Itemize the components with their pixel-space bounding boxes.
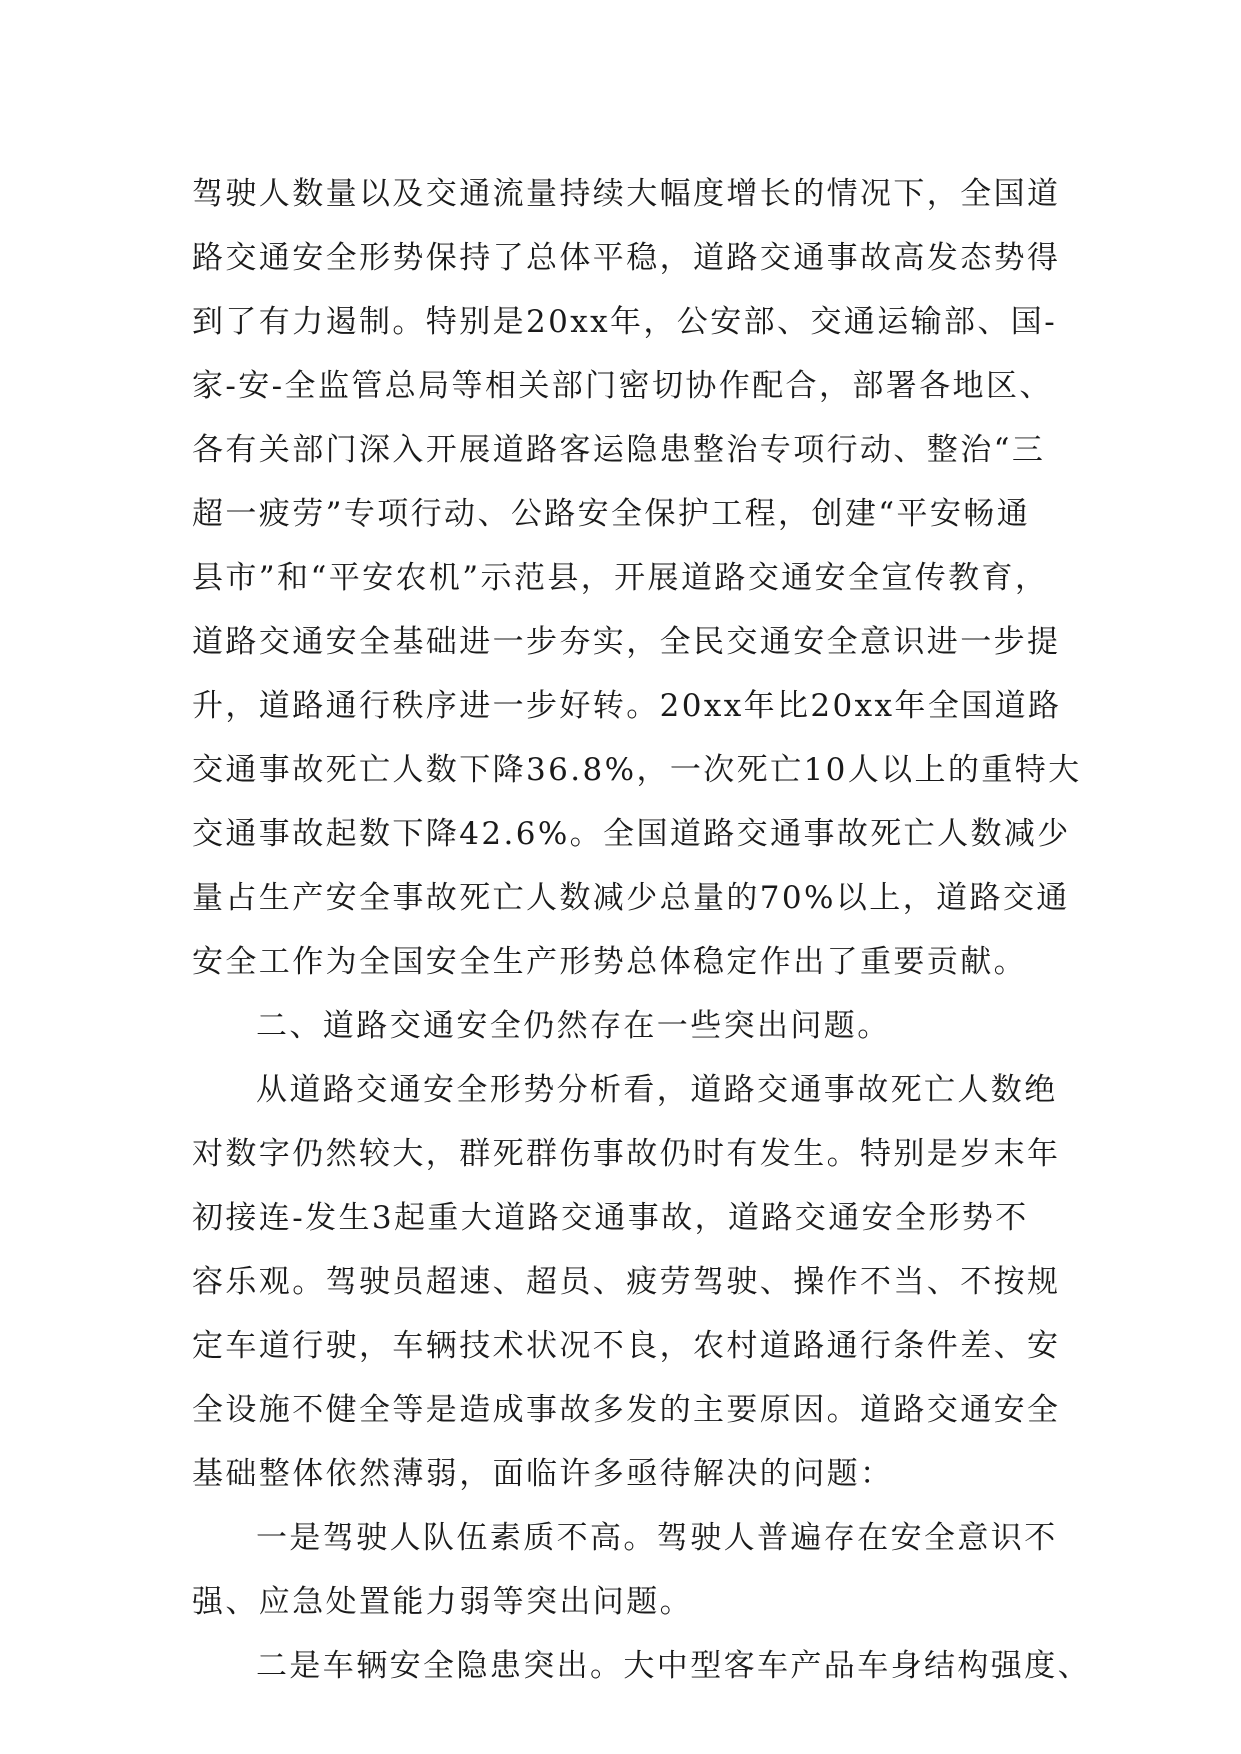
text-line: 定车道行驶，车辆技术状况不良，农村道路通行条件差、安	[192, 1328, 1061, 1364]
text-line: 家-安-全监管总局等相关部门密切协作配合，部署各地区、	[192, 368, 1053, 404]
text-line: 初接连-发生3起重大道路交通事故，道路交通安全形势不	[192, 1200, 1029, 1236]
section-heading: 二、道路交通安全仍然存在一些突出问题。	[256, 1008, 891, 1044]
text-line: 路交通安全形势保持了总体平稳，道路交通事故高发态势得	[192, 240, 1061, 276]
text-line: 一是驾驶人队伍素质不高。驾驶人普遍存在安全意识不	[256, 1520, 1058, 1556]
text-line: 对数字仍然较大，群死群伤事故仍时有发生。特别是岁末年	[192, 1136, 1061, 1172]
text-line: 驾驶人数量以及交通流量持续大幅度增长的情况下，全国道	[192, 176, 1061, 212]
text-line: 强、应急处置能力弱等突出问题。	[192, 1584, 693, 1620]
text-line: 交通事故起数下降42.6%。全国道路交通事故死亡人数减少	[192, 816, 1071, 852]
text-line: 交通事故死亡人数下降36.8%，一次死亡10人以上的重特大	[192, 752, 1082, 788]
text-line: 全设施不健全等是造成事故多发的主要原因。道路交通安全	[192, 1392, 1061, 1428]
text-line: 道路交通安全基础进一步夯实，全民交通安全意识进一步提	[192, 624, 1061, 660]
text-line: 到了有力遏制。特别是20xx年，公安部、交通运输部、国-	[192, 304, 1058, 340]
text-line: 安全工作为全国安全生产形势总体稳定作出了重要贡献。	[192, 944, 1027, 980]
text-line: 二是车辆安全隐患突出。大中型客车产品车身结构强度、	[256, 1648, 1091, 1684]
text-line: 县市”和“平安农机”示范县，开展道路交通安全宣传教育，	[192, 560, 1049, 596]
body-text	[192, 162, 1091, 1698]
text-line: 各有关部门深入开展道路客运隐患整治专项行动、整治“三	[192, 432, 1046, 468]
text-line: 升，道路通行秩序进一步好转。20xx年比20xx年全国道路	[192, 688, 1062, 724]
text-line: 容乐观。驾驶员超速、超员、疲劳驾驶、操作不当、不按规	[192, 1264, 1061, 1300]
text-line: 从道路交通安全形势分析看，道路交通事故死亡人数绝	[256, 1072, 1058, 1108]
text-line: 超一疲劳”专项行动、公路安全保护工程，创建“平安畅通	[192, 496, 1031, 532]
text-line: 基础整体依然薄弱，面临许多亟待解决的问题：	[192, 1456, 894, 1492]
text-line: 量占生产安全事故死亡人数减少总量的70%以上，道路交通	[192, 880, 1070, 916]
